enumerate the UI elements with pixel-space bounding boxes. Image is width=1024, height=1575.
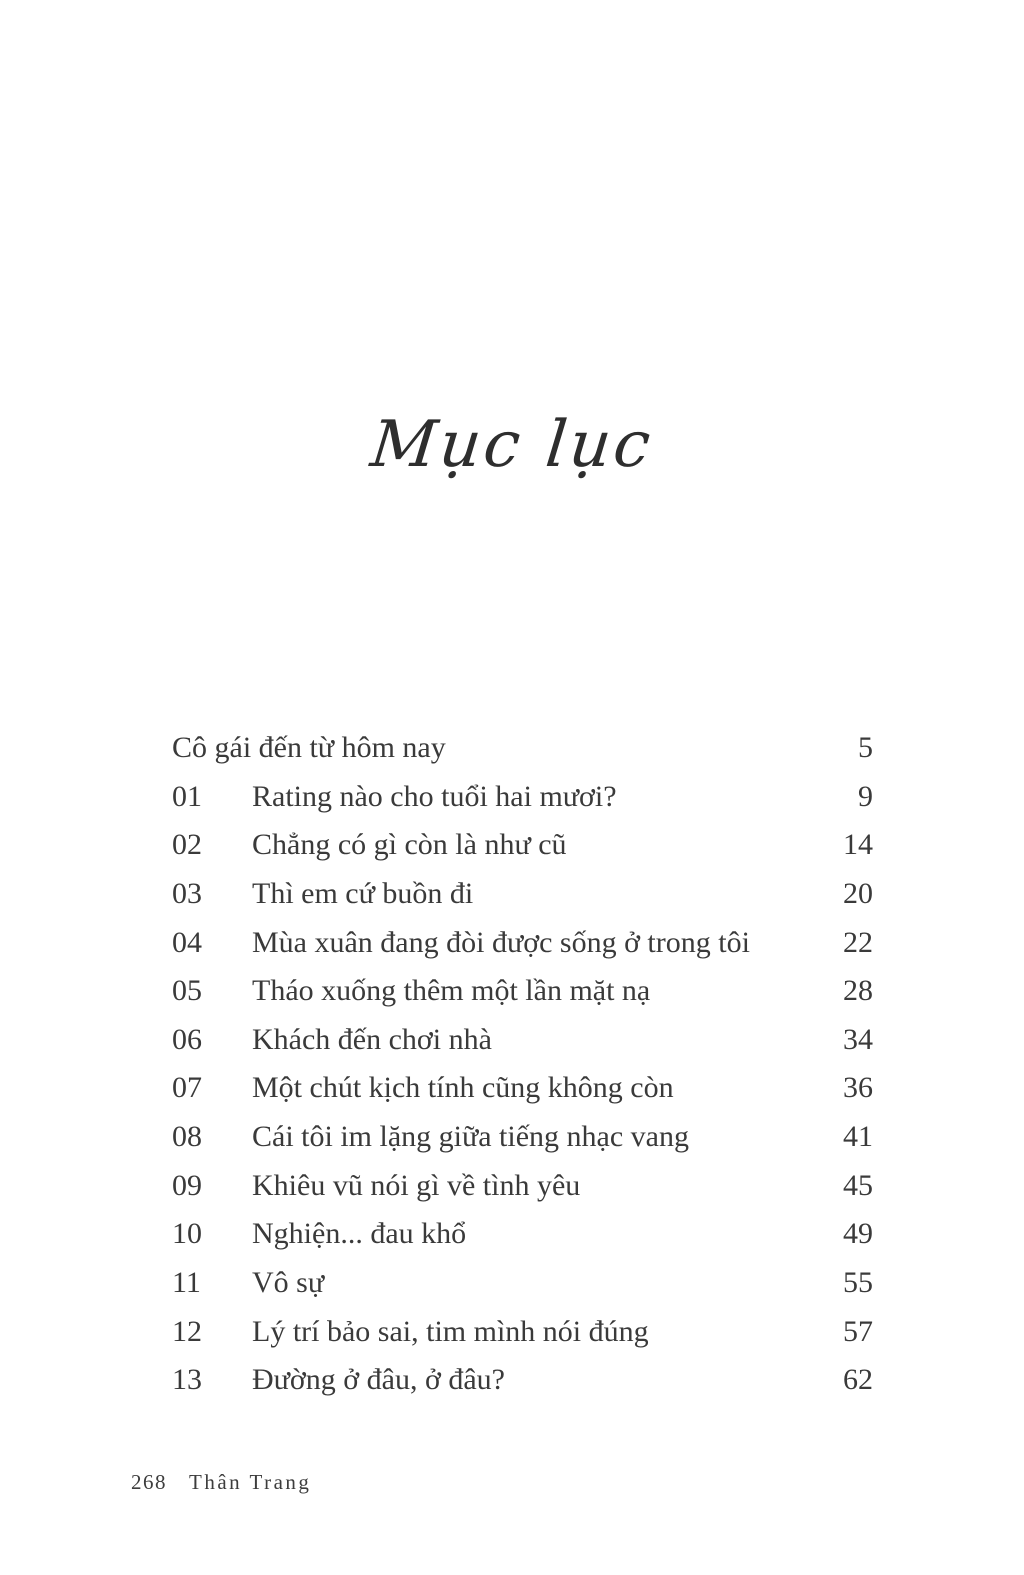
footer-page-number: 268 [131,1470,167,1494]
toc-entry-number: 11 [172,1266,201,1300]
toc-entry-page: 20 [843,876,873,910]
toc-entry-title: Một chút kịch tính cũng không còn [252,1071,674,1105]
toc-entry-number: 02 [172,828,202,862]
toc-entry-title: Cái tôi im lặng giữa tiếng nhạc vang [252,1120,689,1154]
toc-entry-page: 45 [843,1168,873,1202]
toc-entry-page: 22 [843,925,873,959]
toc-entry-title: Tháo xuống thêm một lần mặt nạ [252,974,651,1008]
toc-entry-number: 13 [172,1363,202,1397]
toc-entry-title: Khách đến chơi nhà [252,1022,492,1056]
toc-entry-title: Mùa xuân đang đòi được sống ở trong tôi [252,925,750,959]
toc-entry [172,1210,873,1259]
toc-entry [172,1259,873,1308]
toc-entry [172,821,873,870]
page-title: Mục lục [367,408,657,482]
toc-entry-number: 07 [172,1071,202,1105]
toc-entry [172,967,873,1016]
toc-entry-title: Đường ở đâu, ở đâu? [252,1363,505,1397]
toc-entry-title: Rating nào cho tuổi hai mươi? [252,779,617,813]
toc-entry [172,1064,873,1113]
toc-entry-page: 14 [843,828,873,862]
toc-entry-title: Khiêu vũ nói gì về tình yêu [252,1168,581,1202]
toc-entry-number: 08 [172,1120,202,1154]
toc-entry-number: 05 [172,974,202,1008]
toc-entry [172,1016,873,1065]
toc-entry-page: 57 [843,1314,873,1348]
toc-entry-page: 62 [843,1363,873,1397]
toc-entry [172,1356,873,1405]
toc-entry [172,919,873,968]
toc-entry [172,870,873,919]
toc-list [172,724,873,1405]
toc-entry-number: 10 [172,1217,202,1251]
toc-entry [172,773,873,822]
toc-entry [172,1162,873,1211]
toc-entry-number: 04 [172,925,202,959]
toc-entry-title: Chẳng có gì còn là như cũ [252,828,567,862]
toc-entry-page: 55 [843,1266,873,1300]
page-footer [131,1470,311,1495]
toc-entry-page: 36 [843,1071,873,1105]
toc-entry [172,724,873,773]
toc-entry-number: 03 [172,876,202,910]
toc-entry-number: 12 [172,1314,202,1348]
toc-entry-number: 01 [172,779,202,813]
toc-entry-title: Cô gái đến từ hôm nay [172,731,446,764]
footer-running-title: Thân Trang [189,1470,312,1494]
toc-entry-title: Vô sự [252,1266,325,1300]
toc-entry [172,1308,873,1357]
toc-entry-title: Thì em cứ buồn đi [252,876,474,910]
toc-entry-page: 34 [843,1022,873,1056]
toc-entry [172,1113,873,1162]
toc-entry-page: 5 [858,731,873,764]
toc-entry-title: Lý trí bảo sai, tim mình nói đúng [252,1314,649,1348]
toc-entry-page: 49 [843,1217,873,1251]
toc-entry-page: 41 [843,1120,873,1154]
toc-entry-page: 28 [843,974,873,1008]
toc-entry-page: 9 [858,779,873,813]
toc-entry-title: Nghiện... đau khổ [252,1217,467,1251]
toc-entry-number: 09 [172,1168,202,1202]
toc-entry-number: 06 [172,1022,202,1056]
